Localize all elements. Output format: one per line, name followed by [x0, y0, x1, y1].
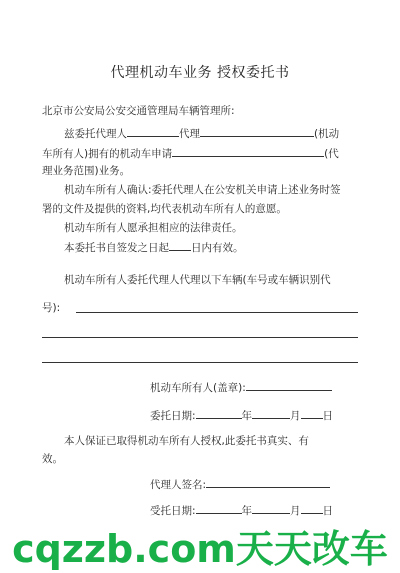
entrust-date-label: 委托日期:: [150, 410, 196, 422]
owner-seal-label: 机动车所有人(盖章):: [150, 382, 246, 394]
accept-year-unit: 年: [241, 505, 253, 517]
agent-sign-row: [150, 477, 330, 492]
document-title: 代理机动车业务 授权委托书: [110, 65, 290, 81]
owner-seal-row: [150, 380, 332, 395]
accept-date-row: [150, 503, 333, 518]
para4-text-a: 本委托书自签发之日起: [64, 242, 169, 254]
vehicle-blank-line-3: [42, 362, 358, 363]
para1-line1: [64, 126, 339, 141]
business-scope-blank: [172, 146, 324, 157]
accept-year-blank: [196, 503, 242, 514]
para4: [64, 240, 244, 255]
para4-text-b: 日内有效。: [191, 242, 244, 254]
para1-text-b: 代理: [179, 128, 200, 140]
para5-line1: 机动车所有人委托代理人代理以下车辆(车号或车辆识别代: [64, 274, 331, 286]
owner-name-blank: [200, 126, 314, 137]
entrust-year-blank: [196, 408, 242, 419]
para1-text-a: 兹委托代理人: [64, 128, 127, 140]
para5-line2: 号):: [42, 302, 61, 314]
para2-line1: 机动车所有人确认:委托代理人在公安机关申请上述业务时签: [64, 184, 341, 196]
entrust-year-unit: 年: [241, 410, 253, 422]
vehicle-blank-line-1: [76, 312, 358, 313]
para1-text-d: 车所有人)拥有的机动车申请: [42, 148, 173, 160]
para1-text-c: (机动: [314, 128, 340, 140]
addressee: 北京市公安局公安交通管理局车辆管理所:: [42, 105, 235, 117]
vehicle-blank-line-2: [42, 337, 358, 338]
para3: 机动车所有人愿承担相应的法律责任。: [64, 222, 243, 234]
entrust-month-blank: [252, 408, 290, 419]
agent-sign-blank: [206, 477, 330, 488]
agent-name-blank: [127, 126, 179, 137]
accept-month-blank: [252, 503, 290, 514]
accept-day-unit: 日: [322, 505, 334, 517]
agent-sign-label: 代理人签名:: [150, 479, 207, 491]
para6-line1: 本人保证已取得机动车所有人授权,此委托书真实、有: [64, 435, 309, 447]
valid-days-blank: [169, 240, 191, 251]
entrust-day-unit: 日: [322, 410, 334, 422]
accept-month-unit: 月: [290, 505, 301, 517]
para1-line3: 理业务范围)业务。: [42, 165, 131, 177]
owner-seal-blank: [246, 380, 332, 391]
para1-line2: [42, 146, 339, 161]
para2-line2: 署的文件及提供的资料,均代表机动车所有人的意愿。: [42, 203, 287, 215]
entrust-date-row: [150, 408, 333, 423]
para1-text-e: (代: [324, 148, 339, 160]
watermark: cqzzb.com天天改车: [12, 527, 388, 571]
para6-line2: 效。: [42, 453, 63, 465]
entrust-month-unit: 月: [290, 410, 301, 422]
accept-date-label: 受托日期:: [150, 505, 196, 517]
entrust-day-blank: [301, 408, 323, 419]
accept-day-blank: [301, 503, 323, 514]
